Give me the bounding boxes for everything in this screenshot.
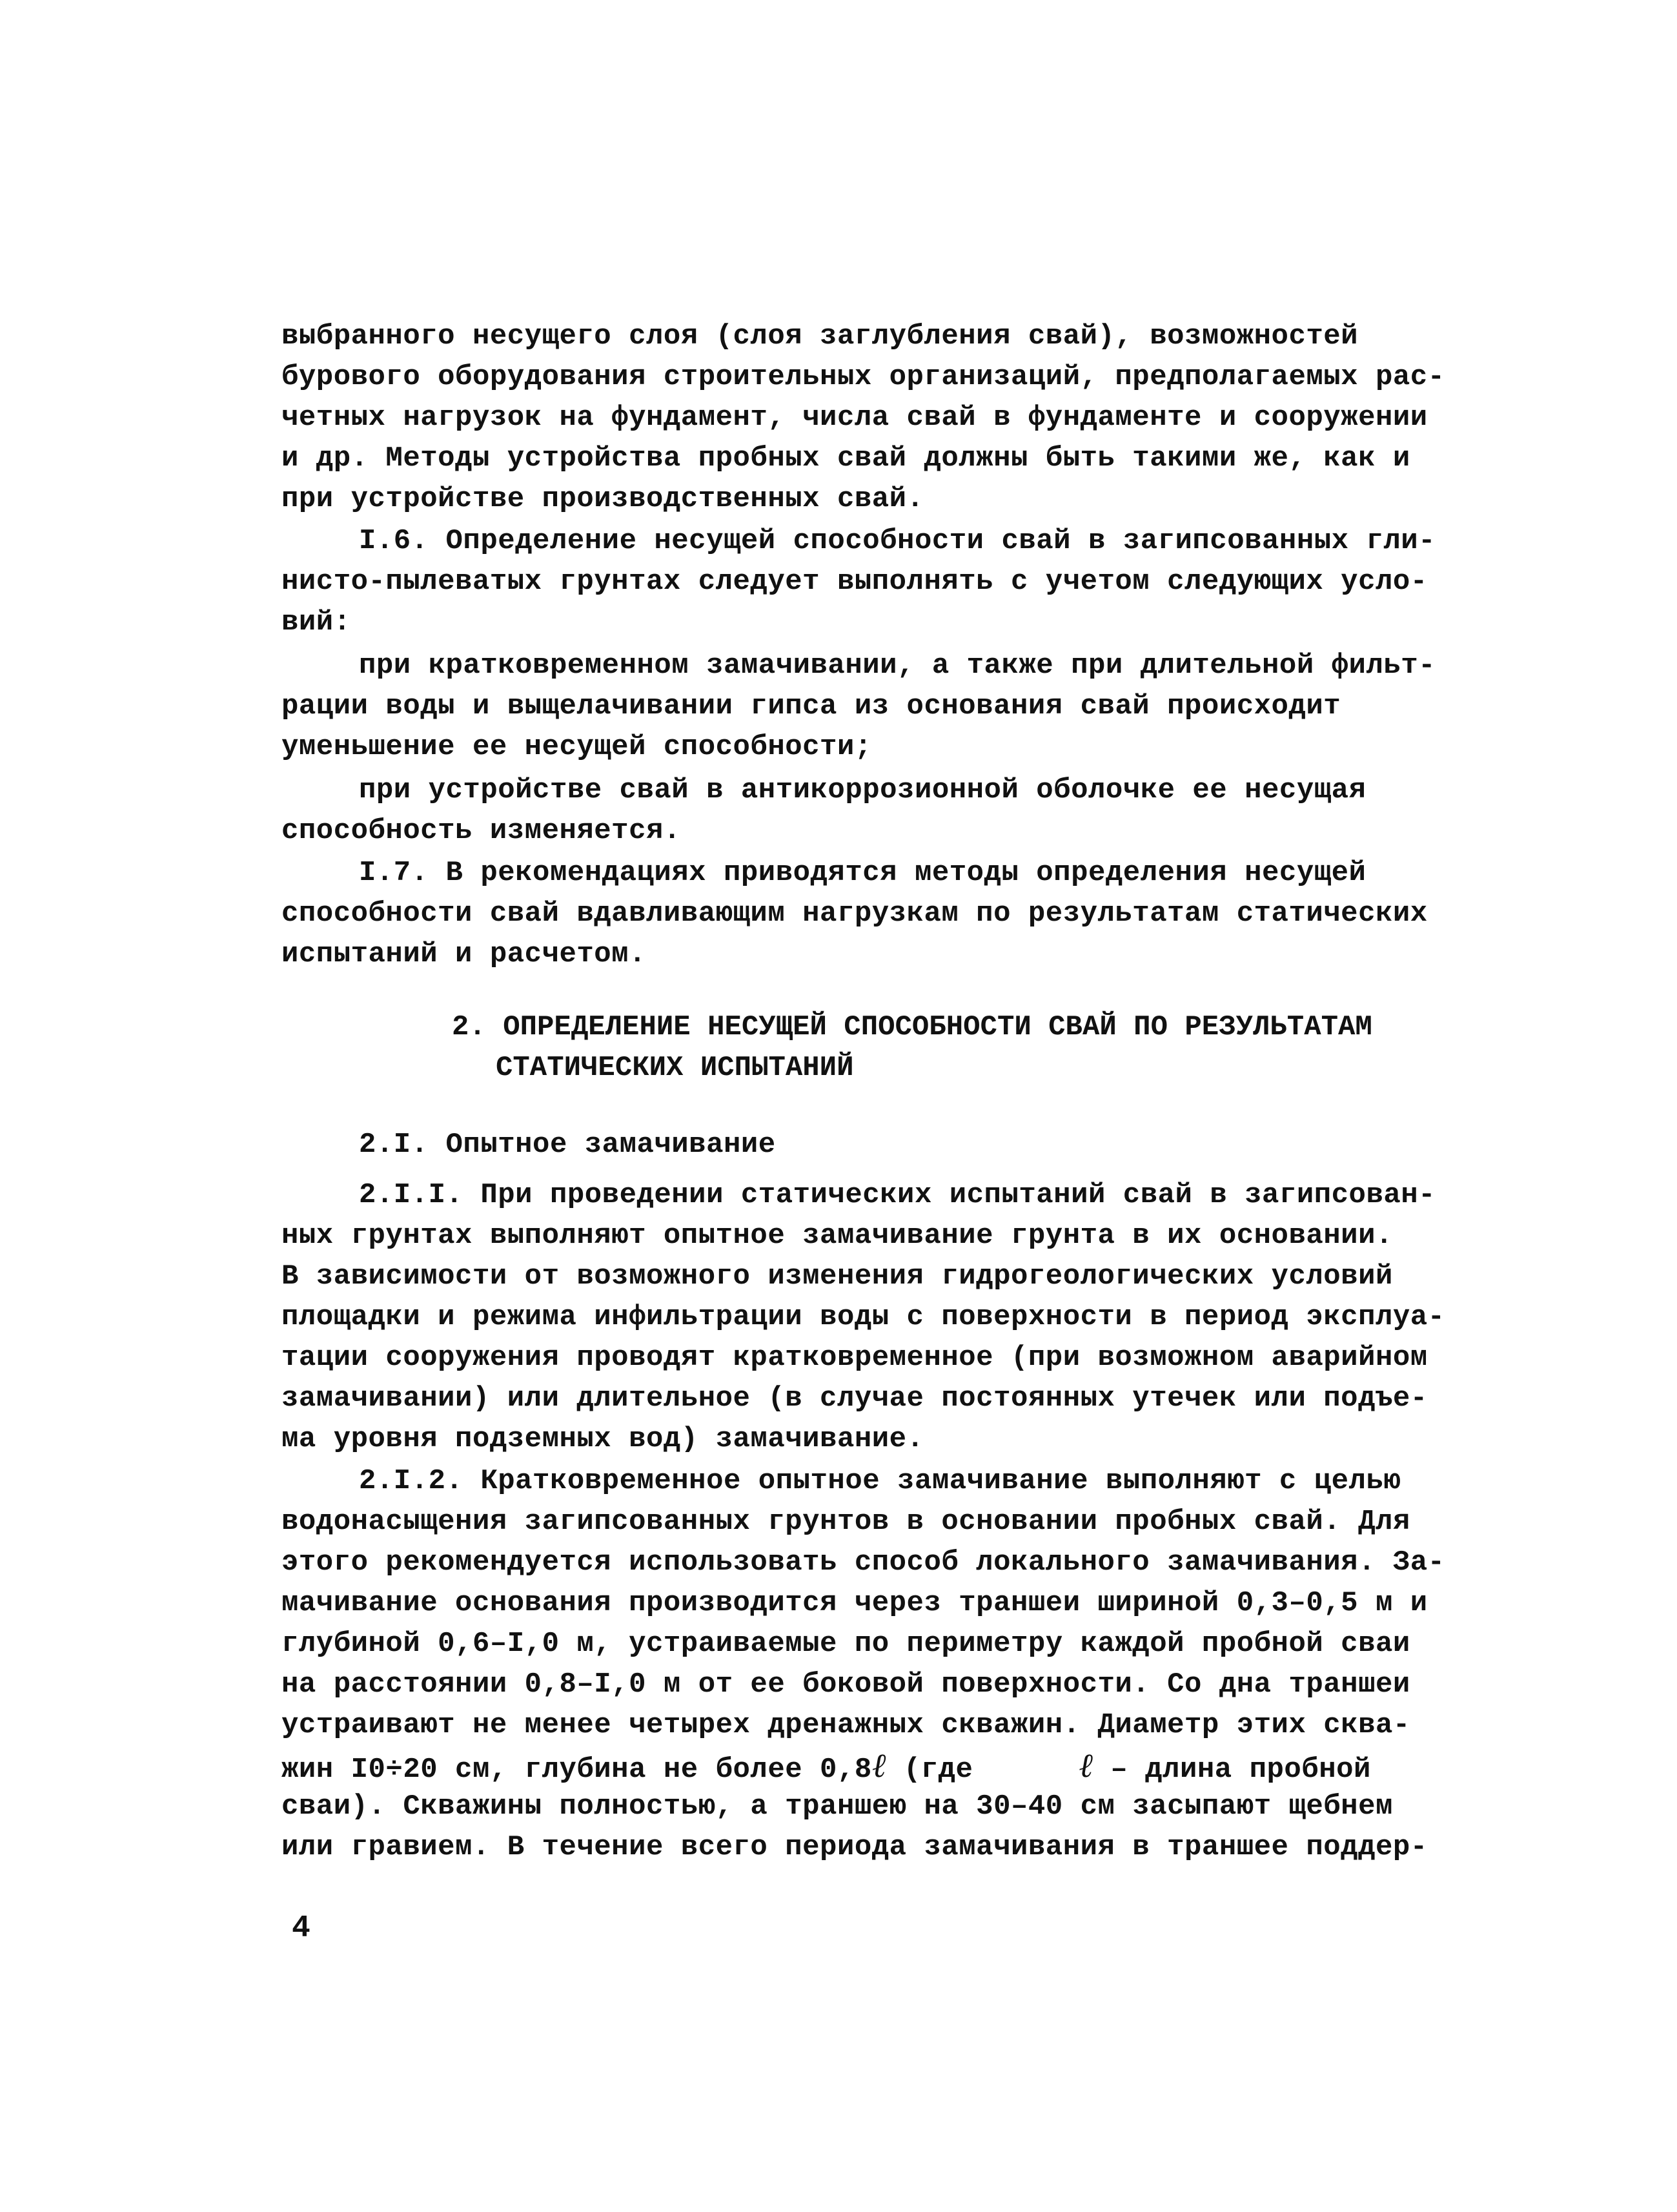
text-line: тации сооружения проводят кратковременное (при возможном аварийном <box>281 1342 1428 1374</box>
text-line: нисто-пылеватых грунтах следует выполнять с учетом следующих усло- <box>281 566 1428 598</box>
text-line: при устройстве производственных свай. <box>281 483 924 515</box>
text-line: способность изменяется. <box>281 815 681 847</box>
subsection-heading: 2.I. Опытное замачивание <box>359 1129 776 1161</box>
text-line: водонасыщения загипсованных грунтов в основании пробных свай. Для <box>281 1506 1410 1538</box>
section-heading: 2. ОПРЕДЕЛЕНИЕ НЕСУЩЕЙ СПОСОБНОСТИ СВАЙ ПО РЕЗУЛЬТАТАМ <box>452 1011 1372 1043</box>
text-line: или гравием. В течение всего периода замачивания в траншее поддер- <box>281 1831 1428 1863</box>
length-symbol: ℓ <box>1079 1746 1093 1785</box>
text-line: I.6. Определение несущей способности свай в загипсованных гли- <box>359 525 1436 557</box>
text-line: В зависимости от возможного изменения гидрогеологических условий <box>281 1260 1393 1293</box>
section-heading-continued: СТАТИЧЕСКИХ ИСПЫТАНИЙ <box>496 1052 854 1084</box>
text-line: бурового оборудования строительных организаций, предполагаемых рас- <box>281 361 1445 393</box>
formula-text: (где <box>886 1754 1008 1786</box>
text-line: при устройстве свай в антикоррозионной оболочке ее несущая <box>359 774 1367 806</box>
text-line: мачивание основания производится через траншеи шириной 0,3–0,5 м и <box>281 1587 1428 1619</box>
text-line: испытаний и расчетом. <box>281 938 646 970</box>
text-line: 2.I.2. Кратковременное опытное замачивание выполняют с целью <box>359 1465 1401 1497</box>
text-line: при кратковременном замачивании, а также при длительной фильт- <box>359 650 1436 682</box>
text-line: выбранного несущего слоя (слоя заглубления свай), возможностей <box>281 320 1359 353</box>
text-line: ных грунтах выполняют опытное замачивание грунта в их основании. <box>281 1220 1393 1252</box>
text-line: сваи). Скважины полностью, а траншею на 30–40 см засыпают щебнем <box>281 1790 1393 1823</box>
page-number: 4 <box>292 1911 310 1946</box>
text-line: и др. Методы устройства пробных свай должны быть такими же, как и <box>281 442 1410 475</box>
text-line: ма уровня подземных вод) замачивание. <box>281 1423 924 1455</box>
formula-text: – длина пробной <box>1093 1754 1371 1786</box>
text-line: способности свай вдавливающим нагрузкам по результатам статических <box>281 897 1428 930</box>
text-line: площадки и режима инфильтрации воды с поверхности в период эксплуа- <box>281 1301 1445 1333</box>
length-symbol: ℓ <box>871 1746 886 1785</box>
text-line: 2.I.I. При проведении статических испытаний свай в загипсован- <box>359 1179 1436 1211</box>
text-line: рации воды и выщелачивании гипса из основания свай происходит <box>281 690 1341 722</box>
text-line: замачивании) или длительное (в случае постоянных утечек или подъе- <box>281 1382 1428 1415</box>
text-line: вий: <box>281 606 351 639</box>
text-line: I.7. В рекомендациях приводятся методы определения несущей <box>359 857 1367 889</box>
text-line: этого рекомендуется использовать способ локального замачивания. За- <box>281 1546 1445 1579</box>
text-line: глубиной 0,6–I,0 м, устраиваемые по периметру каждой пробной сваи <box>281 1628 1410 1660</box>
text-line: на расстоянии 0,8–I,0 м от ее боковой поверхности. Со дна траншеи <box>281 1668 1410 1701</box>
formula-text: жин I0÷20 см, глубина не более 0,8 <box>281 1754 872 1786</box>
text-line: уменьшение ее несущей способности; <box>281 731 872 763</box>
text-line: четных нагрузок на фундамент, числа свай в фундаменте и сооружении <box>281 402 1428 434</box>
text-line: устраивают не менее четырех дренажных скважин. Диаметр этих сква- <box>281 1709 1410 1741</box>
formula-line <box>281 1746 1379 1790</box>
